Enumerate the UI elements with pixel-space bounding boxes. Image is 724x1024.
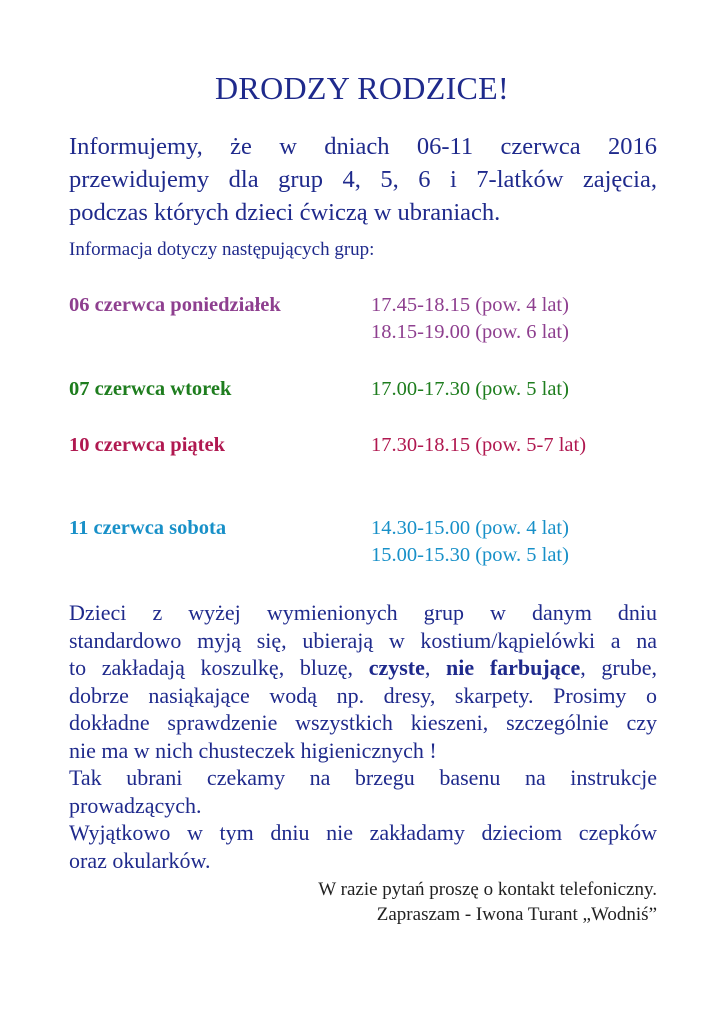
body-line: dobrze nasiąkające wodą np. dresy, skarpety. Prosimy o [69,682,657,708]
body-line [69,654,657,682]
body-line: Tak ubrani czekamy na brzegu basenu na instrukcje [69,765,657,790]
body-line: nie ma w nich chusteczek higienicznych ! [69,737,437,763]
schedule-time: 18.15-19.00 (pow. 6 lat) [371,321,569,343]
schedule-time: 14.30-15.00 (pow. 4 lat) [371,517,569,539]
bold-word-non-fading: nie farbujące [446,655,581,680]
body-line: Wyjątkowo w tym dniu nie zakładamy dzieciom czepków [69,820,657,845]
body-text-segment: , [424,655,447,680]
body-line: Dzieci z wyżej wymienionych grup w danym dniu [69,600,657,625]
contact-line: W razie pytań proszę o kontakt telefoniczny. [318,879,657,900]
schedule-day: 06 czerwca poniedziałek [69,294,281,316]
schedule-time: 17.00-17.30 (pow. 5 lat) [371,378,569,400]
page-title: DRODZY RODZICE! [215,70,509,106]
body-line: standardowo myją się, ubierają w kostium/kąpielówki a na [69,627,657,653]
body-paragraph [69,599,657,874]
schedule-times [371,515,569,569]
intro-line: przewidujemy dla grup 4, 5, 6 i 7-latków zajęcia, [69,166,657,193]
body-text-segment: to zakładają koszulkę, bluzę, [69,655,369,680]
schedule-times [371,292,569,346]
signature-line: Zapraszam - Iwona Turant „Wodniś” [376,904,657,925]
body-text-segment: , grube, [580,655,658,680]
intro-line: podczas których dzieci ćwiczą w ubraniach. [69,199,501,226]
schedule-times [371,432,586,459]
contact-footer [318,877,657,927]
schedule-time: 17.45-18.15 (pow. 4 lat) [371,294,569,316]
schedule-day: 10 czerwca piątek [69,434,225,456]
schedule-day: 11 czerwca sobota [69,517,227,539]
body-line: prowadzących. [69,792,202,818]
intro-line: Informujemy, że w dniach 06-11 czerwca 2016 [69,133,657,160]
bold-word-clean: czyste [368,655,425,680]
body-line: dokładne sprawdzenie wszystkich kieszeni, szczególnie czy [69,710,657,735]
intro-paragraph [69,130,657,229]
schedule-day: 07 czerwca wtorek [69,378,232,400]
schedule-time: 15.00-15.30 (pow. 5 lat) [371,544,569,566]
body-line: oraz okularków. [69,847,211,873]
schedule-times [371,376,569,403]
schedule-time: 17.30-18.15 (pow. 5-7 lat) [371,434,587,456]
info-line: Informacja dotyczy następujących grup: [69,239,375,260]
